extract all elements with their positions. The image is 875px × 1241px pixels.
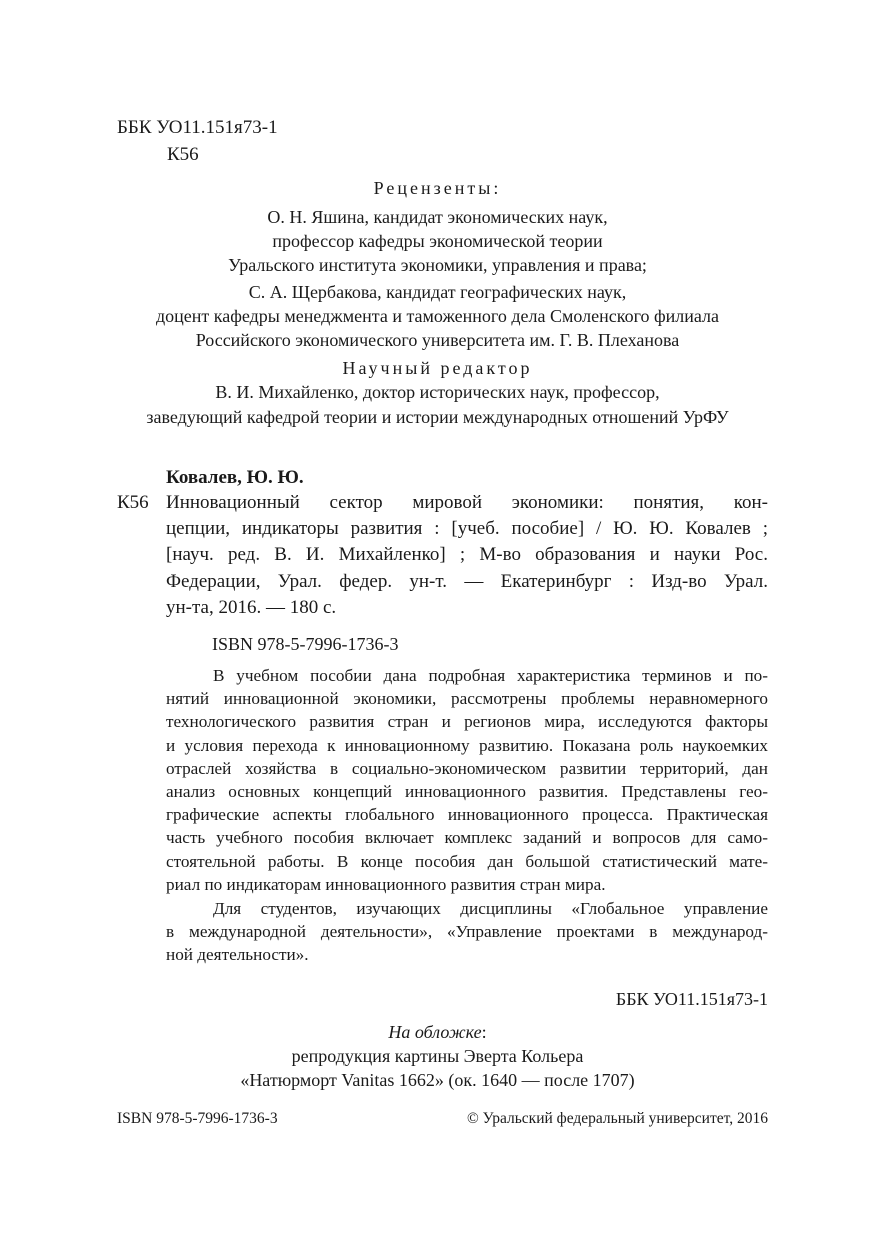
cover-colon: : [481,1022,487,1042]
reviewers-heading: Рецензенты: [373,178,502,198]
abstract-line: графические аспекты глобального инновационного процесса. Практическая [166,805,768,825]
abstract-line: отраслей хозяйства в социально-экономическом развитии территорий, дан [166,758,768,778]
reviewer-1-line-3: Уральского института экономики, управления и права; [228,255,647,275]
reviewer-2-line-3: Российского экономического университета им. Г. В. Плеханова [195,330,680,350]
description-line: ун-та, 2016. — 180 с. [166,596,337,618]
footer-isbn: ISBN 978-5-7996-1736-3 [117,1110,278,1127]
abstract-line: стоятельной работы. В конце пособия дан большой статистический мате- [166,851,768,871]
cover-line-1: репродукция картины Эверта Кольера [291,1046,584,1066]
reviewer-2-line-1: С. А. Щербакова, кандидат географических наук, [248,282,627,302]
isbn-record: ISBN 978-5-7996-1736-3 [212,634,399,654]
abstract-line: анализ основных концепций инновационного развития. Представлены гео- [166,782,768,802]
abstract-line: риал по индикаторам инновационного развития стран мира. [166,874,606,894]
cover-heading [0,1020,875,1044]
description-line: цепции, индикаторы развития : [учеб. пособие] / Ю. Ю. Ковалев ; [166,518,768,540]
footer-copyright: © Уральский федеральный университет, 2016 [466,1110,768,1127]
cover-label: На обложке [388,1022,482,1042]
abstract-line: В учебном пособии дана подробная характеристика терминов и по- [213,666,768,685]
cover-line-2: «Натюрморт Vanitas 1662» (ок. 1640 — после 1707) [240,1070,635,1090]
bbk-code: ББК УО11.151я73-1 [117,117,278,138]
editor-line-2: заведующий кафедрой теории и истории международных отношений УрФУ [146,407,729,427]
description-line: Федерации, Урал. федер. ун-т. — Екатеринбург : Изд-во Урал. [166,570,768,592]
reviewer-1-line-2: профессор кафедры экономической теории [272,231,603,251]
bbk-code-bottom: ББК УО11.151я73-1 [615,989,768,1009]
abstract-paragraph-2 [166,897,768,967]
abstract-line: технологического развития стран и регионов мира, исследуются факторы [166,712,768,732]
editor-line-1: В. И. Михайленко, доктор исторических наук, профессор, [215,382,660,402]
abstract-line: в международной деятельности», «Управление проектами в международ- [166,922,768,942]
abstract-line: ной деятельности». [166,945,309,965]
editor-heading: Научный редактор [342,358,533,378]
reviewer-1-line-1: О. Н. Яшина, кандидат экономических наук, [267,207,608,227]
author-name: Ковалев, Ю. Ю. [166,467,304,488]
abstract-line: и условия перехода к инновационному развитию. Показана роль наукоемких [166,735,768,755]
author-mark: К56 [167,144,199,165]
description-line: [науч. ред. В. И. Михайленко] ; М-во образования и науки Рос. [166,544,768,566]
bibliographic-index: К56 [117,492,149,513]
abstract-line: нятий инновационной экономики, рассмотрены проблемы неравномерного [166,689,768,709]
abstract-paragraph-1 [166,664,768,896]
abstract-line: Для студентов, изучающих дисциплины «Глобальное управление [213,899,768,918]
abstract-line: часть учебного пособия включает комплекс заданий и вопросов для само- [166,828,768,848]
reviewer-2-line-2: доцент кафедры менеджмента и таможенного дела Смоленского филиала [155,306,720,326]
bibliographic-description [166,490,768,621]
description-line: Инновационный сектор мировой экономики: понятия, кон- [166,492,768,513]
